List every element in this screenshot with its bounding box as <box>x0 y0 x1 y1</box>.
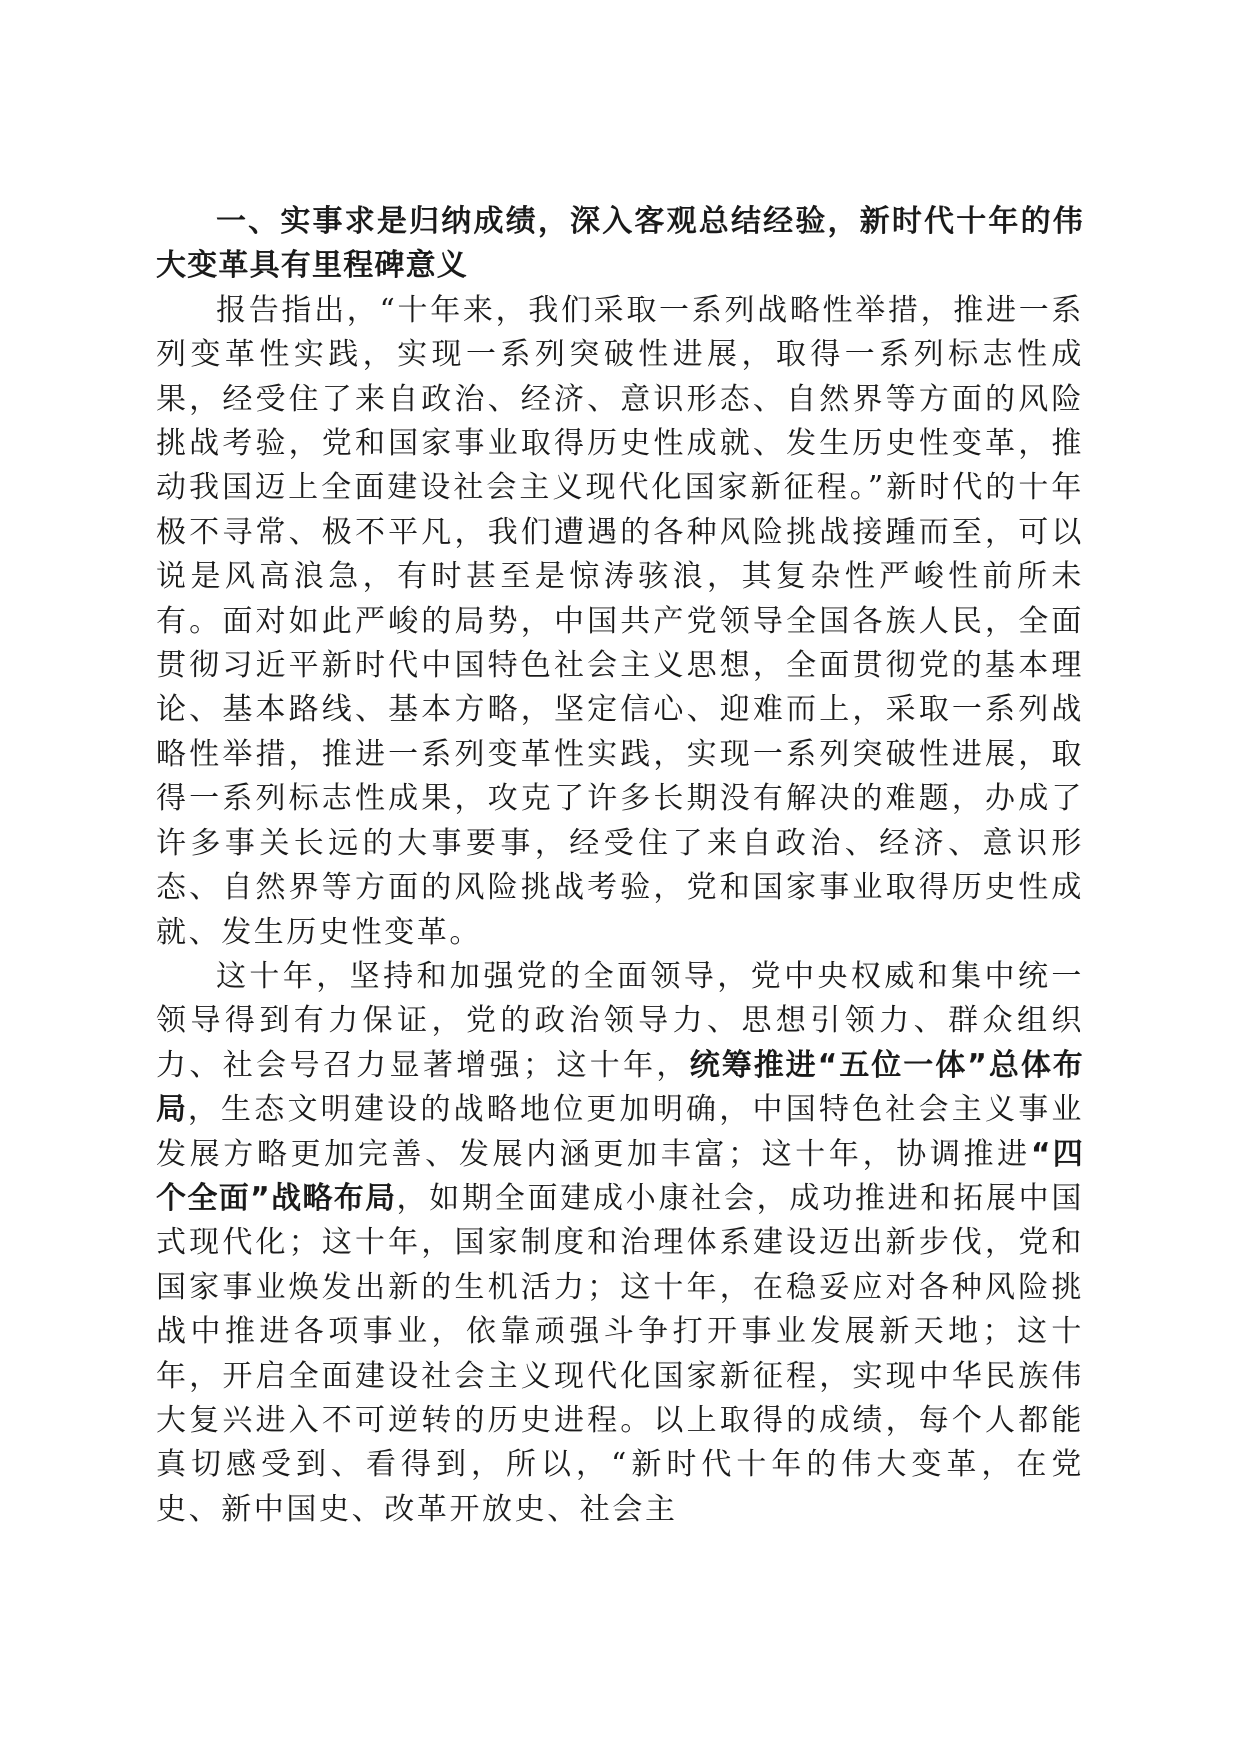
paragraph-report-quote: 报告指出，“十年来，我们采取一系列战略性举措，推进一系列变革性实践，实现一系列突破性进展，取得一系列标志性成果，经受住了来自政治、经济、意识形态、自然界等方面的风险挑战考验，党和国家事业取得历史性成就、发生历史性变革，推动我国迈上全面建设社会主义现代化国家新征程。”新时代的十年极不寻常、极不平凡，我们遭遇的各种风险挑战接踵而至，可以说是风高浪急，有时甚至是惊涛骇浪，其复杂性严峻性前所未有。面对如此严峻的局势，中国共产党领导全国各族人民，全面贯彻习近平新时代中国特色社会主义思想，全面贯彻党的基本理论、基本路线、基本方略，坚定信心、迎难而上，采取一系列战略性举措，推进一系列变革性实践，实现一系列突破性进展，取得一系列标志性成果，攻克了许多长期没有解决的难题，办成了许多事关长远的大事要事，经受住了来自政治、经济、意识形态、自然界等方面的风险挑战考验，党和国家事业取得历史性成就、发生历史性变革。 <box>156 292 1084 950</box>
bold-phrase-five-in-one: 统筹推进“五位一体”总体布局 <box>156 1047 1084 1128</box>
document-body <box>156 200 1084 1532</box>
bold-phrase-four-comprehensives: “四个全面”战略布局 <box>156 1136 1084 1216</box>
paragraph-text: ，如期全面建成小康社会，成功推进和拓展中国式现代化；这十年，国家制度和治理体系建设迈出新步伐，党和国家事业焕发出新的生机活力；这十年，在稳妥应对各种风险挑战中推进各项事业，依靠顽强斗争打开事业发展新天地；这十年，开启全面建设社会主义现代化国家新征程，实现中华民族伟大复兴进入不可逆转的历史进程。以上取得的成绩，每个人都能真切感受到、看得到，所以，“新时代十年的伟大变革，在党史、新中国史、改革开放史、社会主 <box>156 1180 1084 1527</box>
paragraph-text: ，生态文明建设的战略地位更加明确，中国特色社会主义事业发展方略更加完善、发展内涵更加丰富；这十年，协调推进 <box>156 1092 1085 1172</box>
paragraph-text: 这十年，坚持和加强党的全面领导，党中央权威和集中统一领导得到有力保证，党的政治领导力、思想引领力、群众组织力、社会号召力显著增强；这十年， <box>156 958 1084 1083</box>
section-heading: 一、实事求是归纳成绩，深入客观总结经验，新时代十年的伟大变革具有里程碑意义 <box>156 204 1084 284</box>
paragraph-ten-years <box>156 955 1084 1532</box>
